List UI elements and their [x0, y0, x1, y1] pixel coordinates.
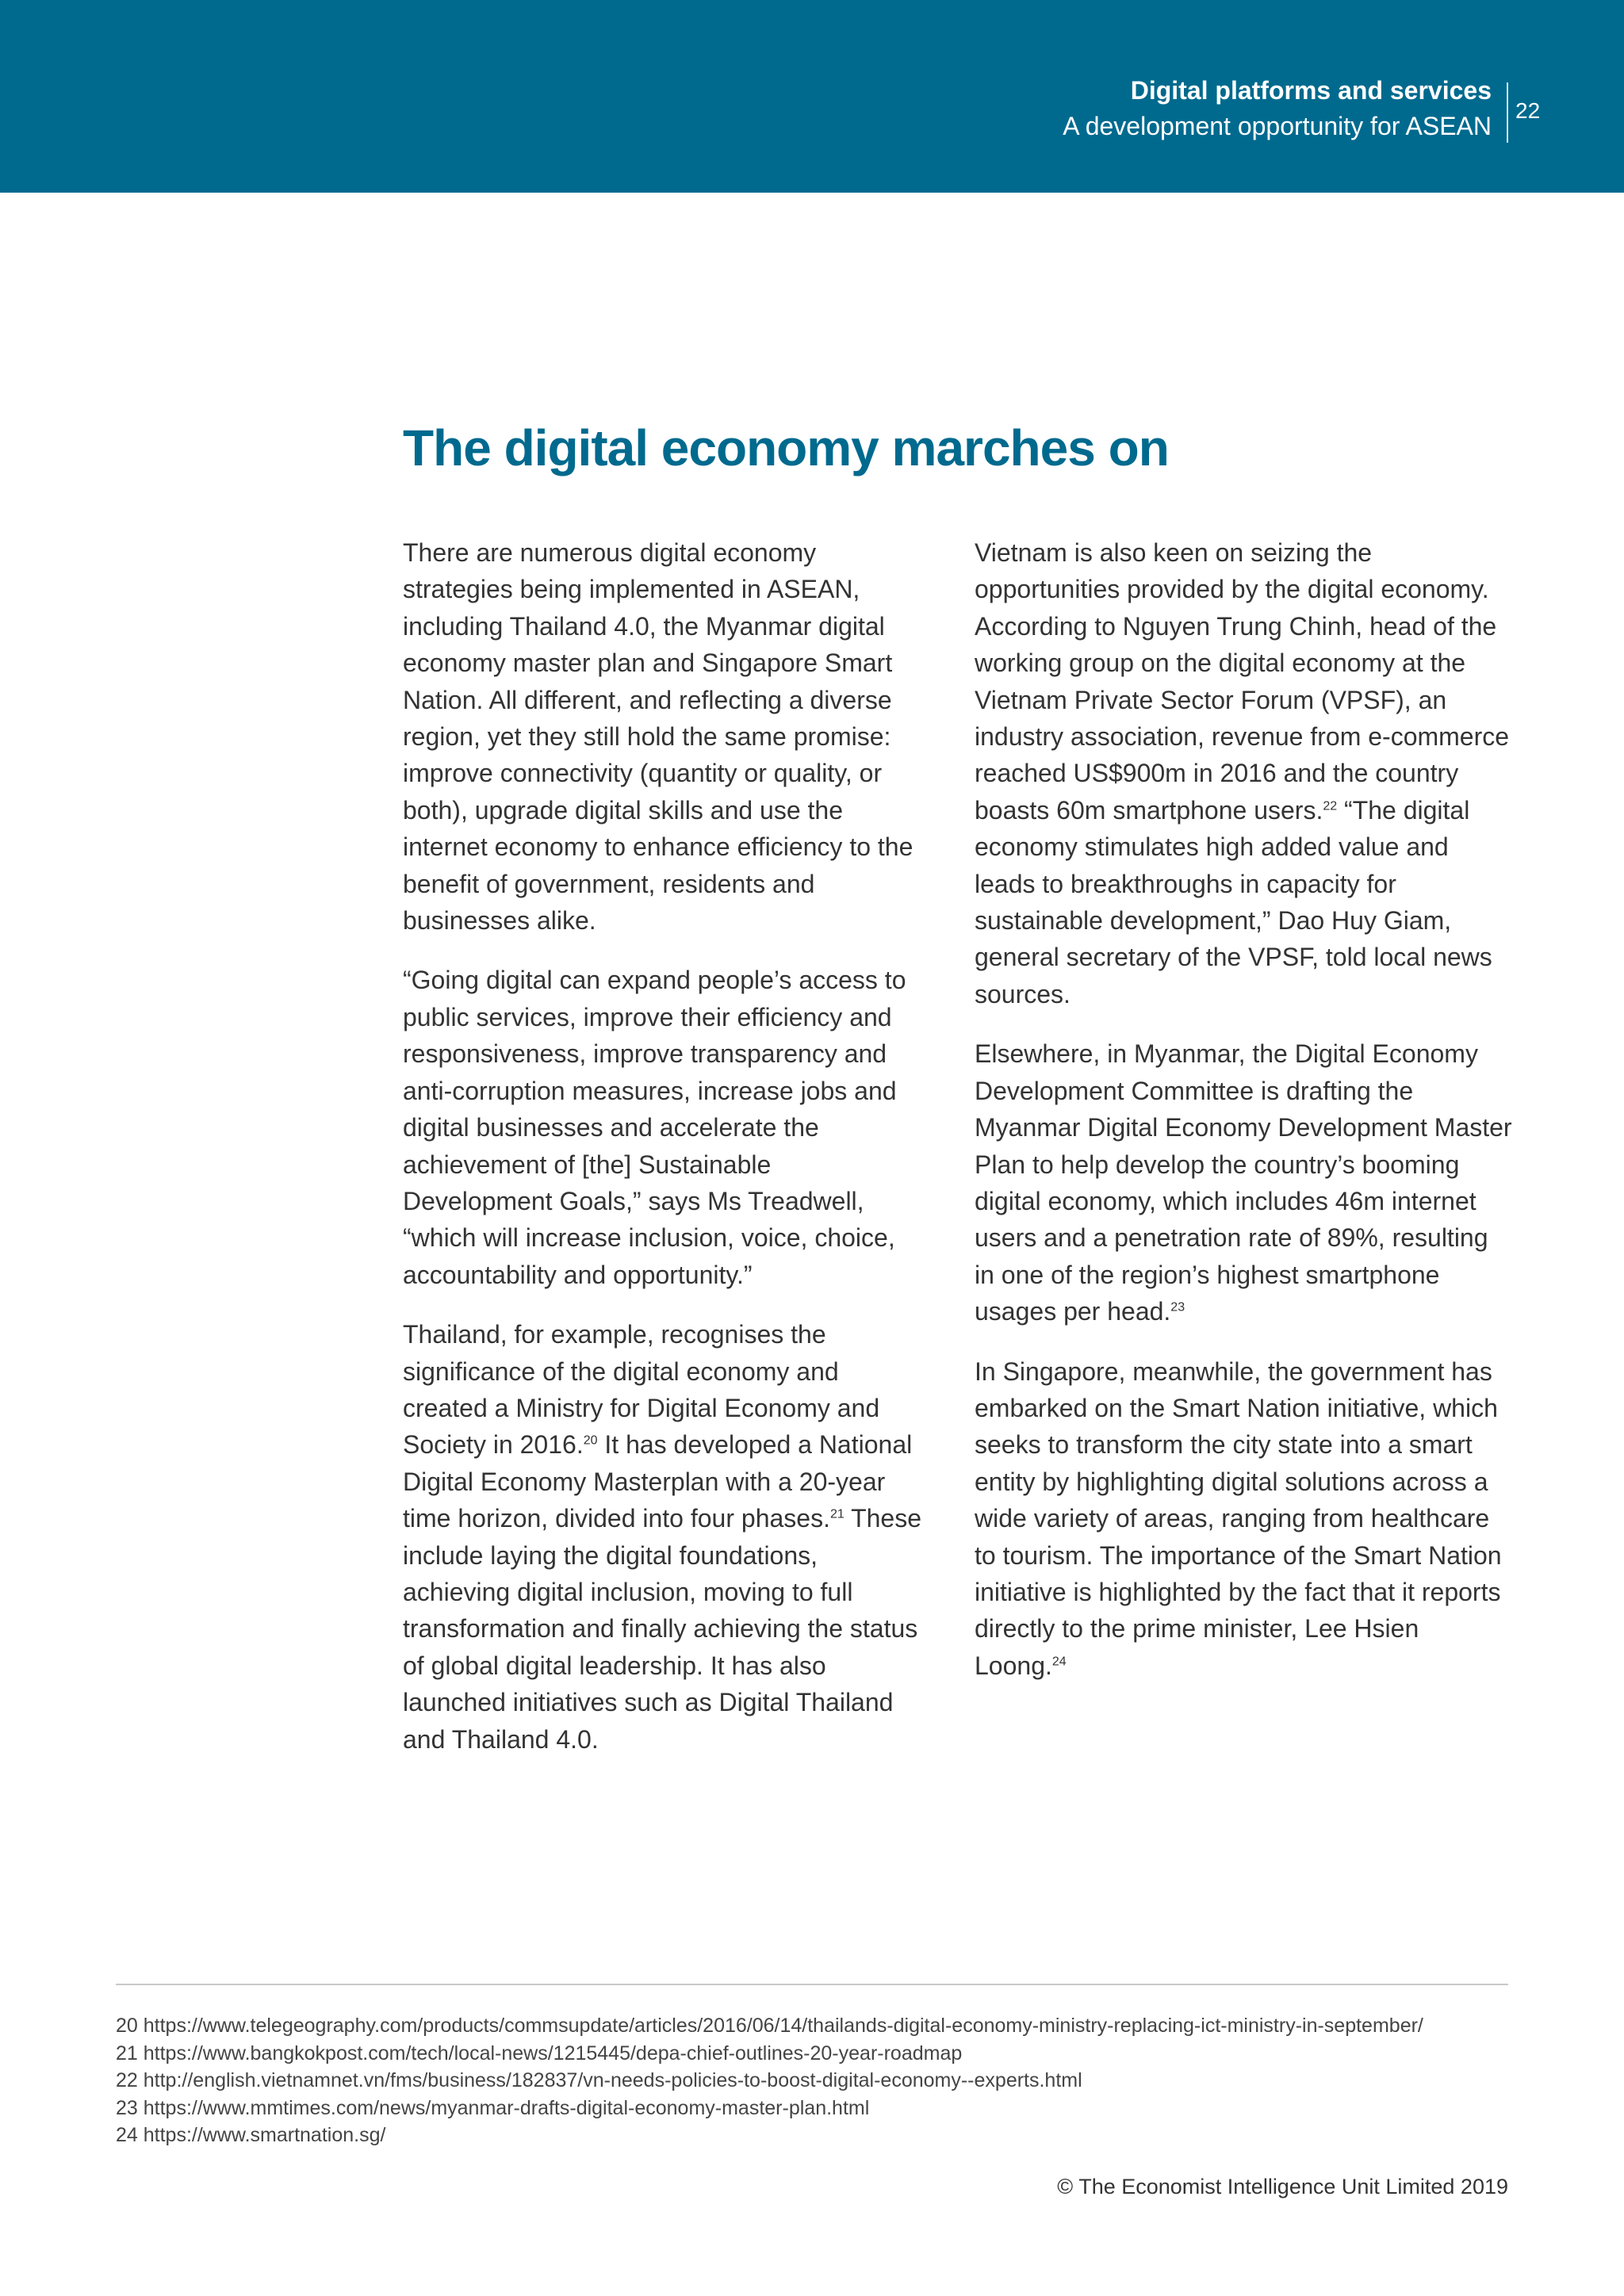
- text-run: Elsewhere, in Myanmar, the Digital Economy Development Committee is drafting the Myanmar Digital Economy Development Master Plan to help develop the country’s booming digital economy, which includes 46m internet users and a penetration rate of 89%, resulting in one of the region’s highest smartphone usages per head.: [975, 1039, 1512, 1326]
- footnote-ref: 21: [829, 1507, 845, 1521]
- text-run: Thailand, for example, recognises the significance of the digital economy and created a Ministry for Digital Economy and Society in 2016.: [403, 1320, 880, 1460]
- footnotes: [116, 2012, 1423, 2149]
- text-run: It has developed a National Digital Economy Masterplan with a 20-year time horizon, divided into four phases.: [403, 1430, 913, 1533]
- paragraph: [403, 1316, 926, 1758]
- left-column: [403, 534, 926, 1781]
- footnote-ref: 22: [1323, 799, 1338, 813]
- paragraph: There are numerous digital economy strategies being implemented in ASEAN, including Thailand 4.0, the Myanmar digital economy master plan and Singapore Smart Nation. All different, and reflecting a diverse region, yet they still hold the same promise: improve connectivity (quantity or quality, or both), upgrade digital skills and use the internet economy to enhance efficiency to the benefit of government, residents and businesses alike.: [403, 538, 914, 936]
- footnote-divider: [116, 1984, 1508, 1985]
- text-run: “The digital economy stimulates high added value and leads to breakthroughs in capacity for sustainable development,” Dao Huy Giam, general secretary of the VPSF, told local news sources.: [975, 795, 1492, 1008]
- article-title: The digital economy marches on: [403, 419, 1169, 476]
- text-run: Vietnam is also keen on seizing the opportunities provided by the digital economy. According to Nguyen Trung Chinh, head of the working group on the digital economy at the Vietnam Private Sector Forum (VPSF), an industry association, revenue from e-commerce reached US$900m in 2016 and the country boasts 60m smartphone users.: [975, 538, 1510, 825]
- footnote: 20 https://www.telegeography.com/products/commsupdate/articles/2016/06/14/thailands-digital-economy-ministry-replacing-ict-ministry-in-september/: [116, 2015, 1423, 2037]
- footnote: 21 https://www.bangkokpost.com/tech/local-news/1215445/depa-chief-outlines-20-year-roadmap: [116, 2042, 963, 2064]
- right-column: [975, 534, 1514, 1707]
- report-subtitle: A development opportunity for ASEAN: [1063, 112, 1492, 140]
- quote-paragraph: “Going digital can expand people’s access to public services, improve their efficiency and responsiveness, improve transparency and anti-corruption measures, increase jobs and digital businesses and accelerate the achievement of [the] Sustainable Development Goals,” says Ms Treadwell, “which will increase inclusion, voice, choice, accountability and opportunity.”: [403, 966, 906, 1289]
- footnote: 24 https://www.smartnation.sg/: [116, 2124, 386, 2146]
- footnote-ref: 24: [1051, 1655, 1067, 1669]
- footnote: 23 https://www.mmtimes.com/news/myanmar-drafts-digital-economy-master-plan.html: [116, 2096, 870, 2119]
- text-run: In Singapore, meanwhile, the government has embarked on the Smart Nation initiative, which seeks to transform the city state into a smart entity by highlighting digital solutions across a wide variety of areas, ranging from healthcare to tourism. The importance of the Smart Nation initiative is highlighted by the fact that it reports directly to the prime minister, Lee Hsien Loong.: [975, 1357, 1502, 1680]
- footnote-ref: 20: [583, 1433, 598, 1448]
- header-divider: [1507, 82, 1508, 143]
- footnote: 22 http://english.vietnamnet.vn/fms/business/182837/vn-needs-policies-to-boost-digital-economy--experts.html: [116, 2069, 1082, 2091]
- footnote-ref: 23: [1170, 1300, 1185, 1314]
- report-title: Digital platforms and services: [1130, 76, 1492, 105]
- page-number: 22: [1515, 98, 1541, 123]
- paragraph: [975, 1035, 1514, 1330]
- header: [1063, 73, 1492, 144]
- paragraph: [975, 1353, 1514, 1685]
- paragraph: [975, 534, 1514, 1012]
- text-run: These include laying the digital foundations, achieving digital inclusion, moving to full transformation and finally achieving the status of global digital leadership. It has also launched initiatives such as Digital Thailand and Thailand 4.0.: [403, 1504, 922, 1754]
- copyright: © The Economist Intelligence Unit Limited 2019: [1057, 2175, 1508, 2198]
